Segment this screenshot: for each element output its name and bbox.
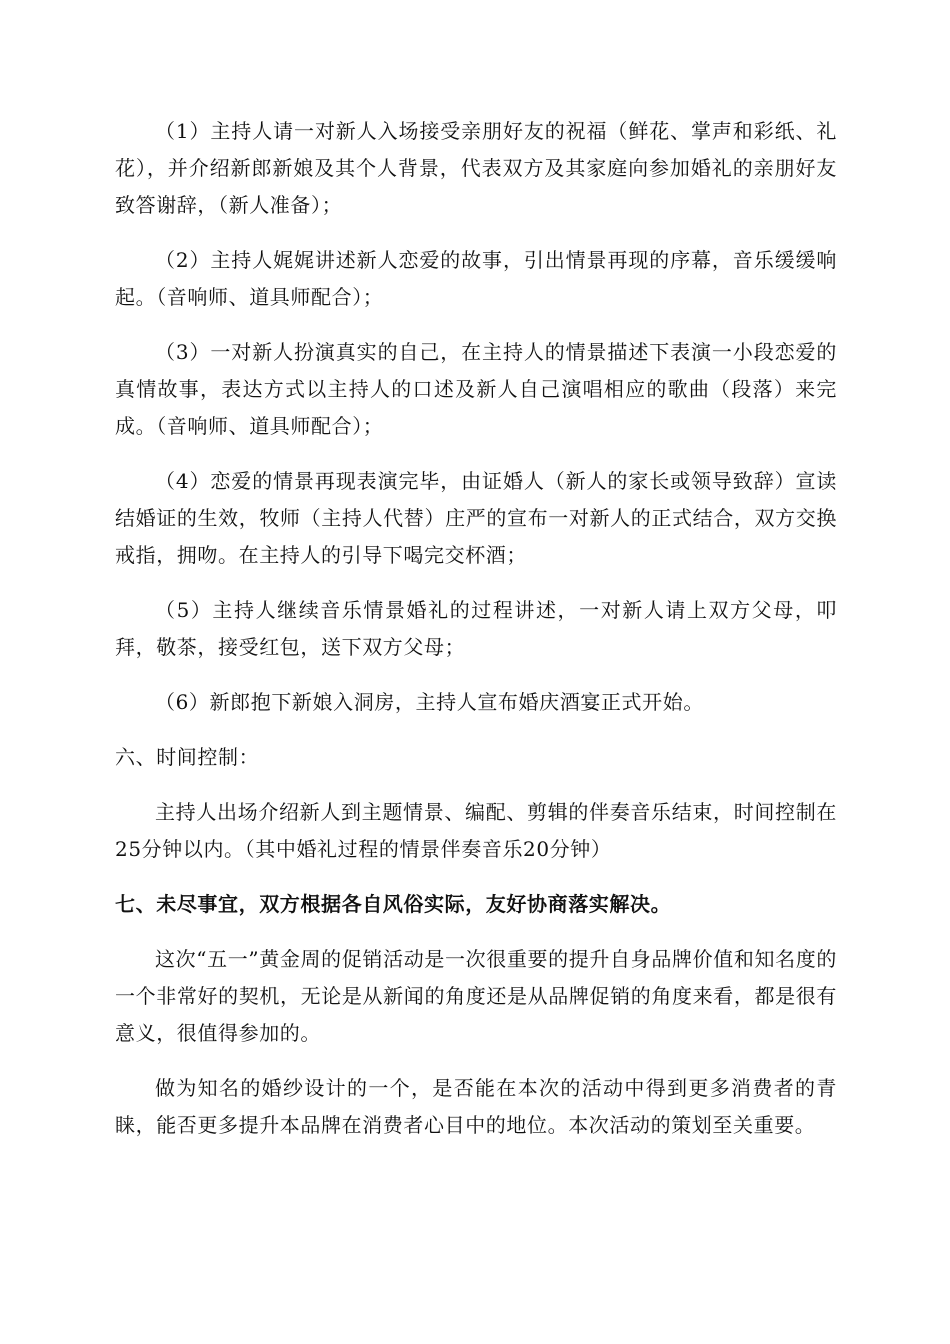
paragraph-brand-importance: 做为知名的婚纱设计的一个，是否能在本次的活动中得到更多消费者的青睐，能否更多提升本品牌在消费者心目中的地位。本次活动的策划至关重要。 xyxy=(115,1076,837,1137)
paragraph-step-4: （4）恋爱的情景再现表演完毕，由证婚人（新人的家长或领导致辞）宣读结婚证的生效，牧师（主持人代替）庄严的宣布一对新人的正式结合，双方交换戒指，拥吻。在主持人的引导下喝完交杯酒； xyxy=(115,469,837,567)
paragraph-step-5: （5）主持人继续音乐情景婚礼的过程讲述，一对新人请上双方父母，叩拜，敬茶，接受红包，送下双方父母； xyxy=(115,598,837,659)
paragraph-time-control: 主持人出场介绍新人到主题情景、编配、剪辑的伴奏音乐结束，时间控制在25分钟以内。（其中婚礼过程的情景伴奏音乐20分钟） xyxy=(115,800,837,861)
paragraph-step-2: （2）主持人娓娓讲述新人恋爱的故事，引出情景再现的序幕，音乐缓缓响起。（音响师、道具师配合）； xyxy=(115,248,837,309)
paragraph-step-6: （6）新郎抱下新娘入洞房，主持人宣布婚庆酒宴正式开始。 xyxy=(155,690,704,714)
section-heading-time-control: 六、时间控制： xyxy=(115,745,260,769)
paragraph-step-3: （3）一对新人扮演真实的自己，在主持人的情景描述下表演一小段恋爱的真情故事，表达方式以主持人的口述及新人自己演唱相应的歌曲（段落）来完成。（音响师、道具师配合）； xyxy=(115,340,837,438)
paragraph-promotion-opportunity: 这次“五一”黄金周的促销活动是一次很重要的提升自身品牌价值和知名度的一个非常好的契机，无论是从新闻的角度还是从品牌促销的角度来看，都是很有意义，很值得参加的。 xyxy=(115,947,837,1045)
paragraph-step-1: （1）主持人请一对新人入场接受亲朋好友的祝福（鲜花、掌声和彩纸、礼花），并介绍新郎新娘及其个人背景，代表双方及其家庭向参加婚礼的亲朋好友致答谢辞，（新人准备）； xyxy=(115,119,837,217)
document-body xyxy=(115,113,837,1162)
section-heading-other-matters: 七、未尽事宜，双方根据各自风俗实际，友好协商落实解决。 xyxy=(115,892,672,916)
